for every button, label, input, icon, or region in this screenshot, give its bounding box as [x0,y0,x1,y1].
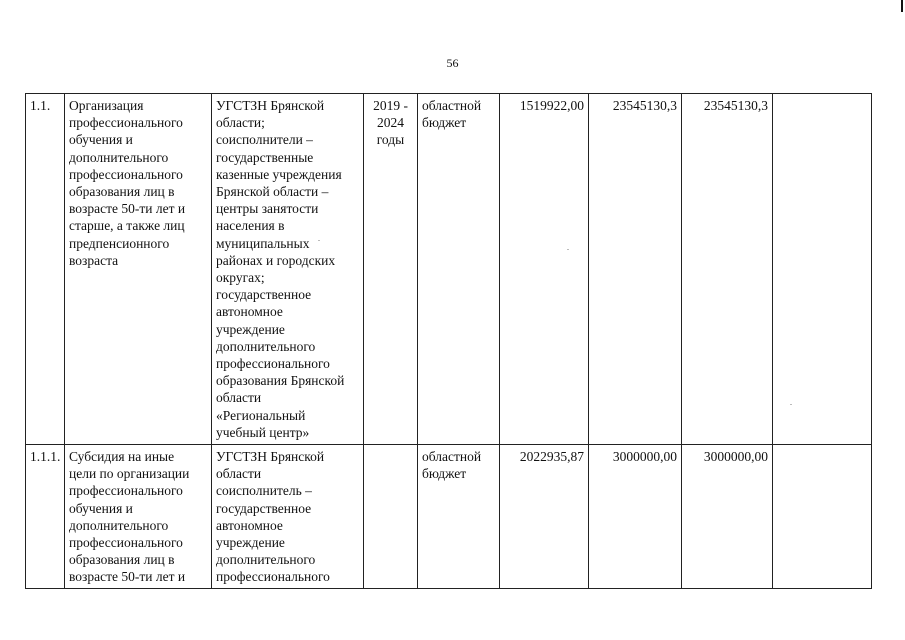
scan-speck [790,404,792,405]
extra-cell [773,94,872,445]
amount-cell-2: 23545130,3 [589,94,682,445]
scan-speck [318,240,320,241]
table-row [26,445,872,589]
budget-table [25,93,872,589]
amount-cell-3: 23545130,3 [682,94,773,445]
funding-source-cell: областной бюджет [418,445,500,589]
amount-cell-3: 3000000,00 [682,445,773,589]
amount-cell-1: 2022935,87 [500,445,589,589]
period-cell: 2019 - 2024 годы [364,94,418,445]
activity-name-cell: Субсидия на иные цели по организации профессионального обучения и дополнительного профессионального образования лиц в возрасте 50-ти лет и [65,445,212,589]
executor-cell: УГСТЗН Брянской области соисполнитель – государственное автономное учреждение дополнительного профессионального [212,445,364,589]
page-number: 56 [446,56,459,70]
executor-cell: УГСТЗН Брянской области; соисполнители – государственные казенные учреждения Брянской области – центры занятости населения в муниципальных районах и городских округах; государственное автономное учреждение дополнительного профессионального образования Брянской области «Региональный учебный центр» [212,94,364,445]
period-cell [364,445,418,589]
scan-edge-mark [901,0,903,12]
funding-source-cell: областной бюджет [418,94,500,445]
row-number-cell: 1.1. [26,94,65,445]
table-row [26,94,872,445]
row-number-cell: 1.1.1. [26,445,65,589]
amount-cell-1: 1519922,00 [500,94,589,445]
extra-cell [773,445,872,589]
scan-speck [567,249,569,250]
activity-name-cell: Организация профессионального обучения и дополнительного профессионального образования лиц в возрасте 50-ти лет и старше, а также лиц предпенсионного возраста [65,94,212,445]
amount-cell-2: 3000000,00 [589,445,682,589]
